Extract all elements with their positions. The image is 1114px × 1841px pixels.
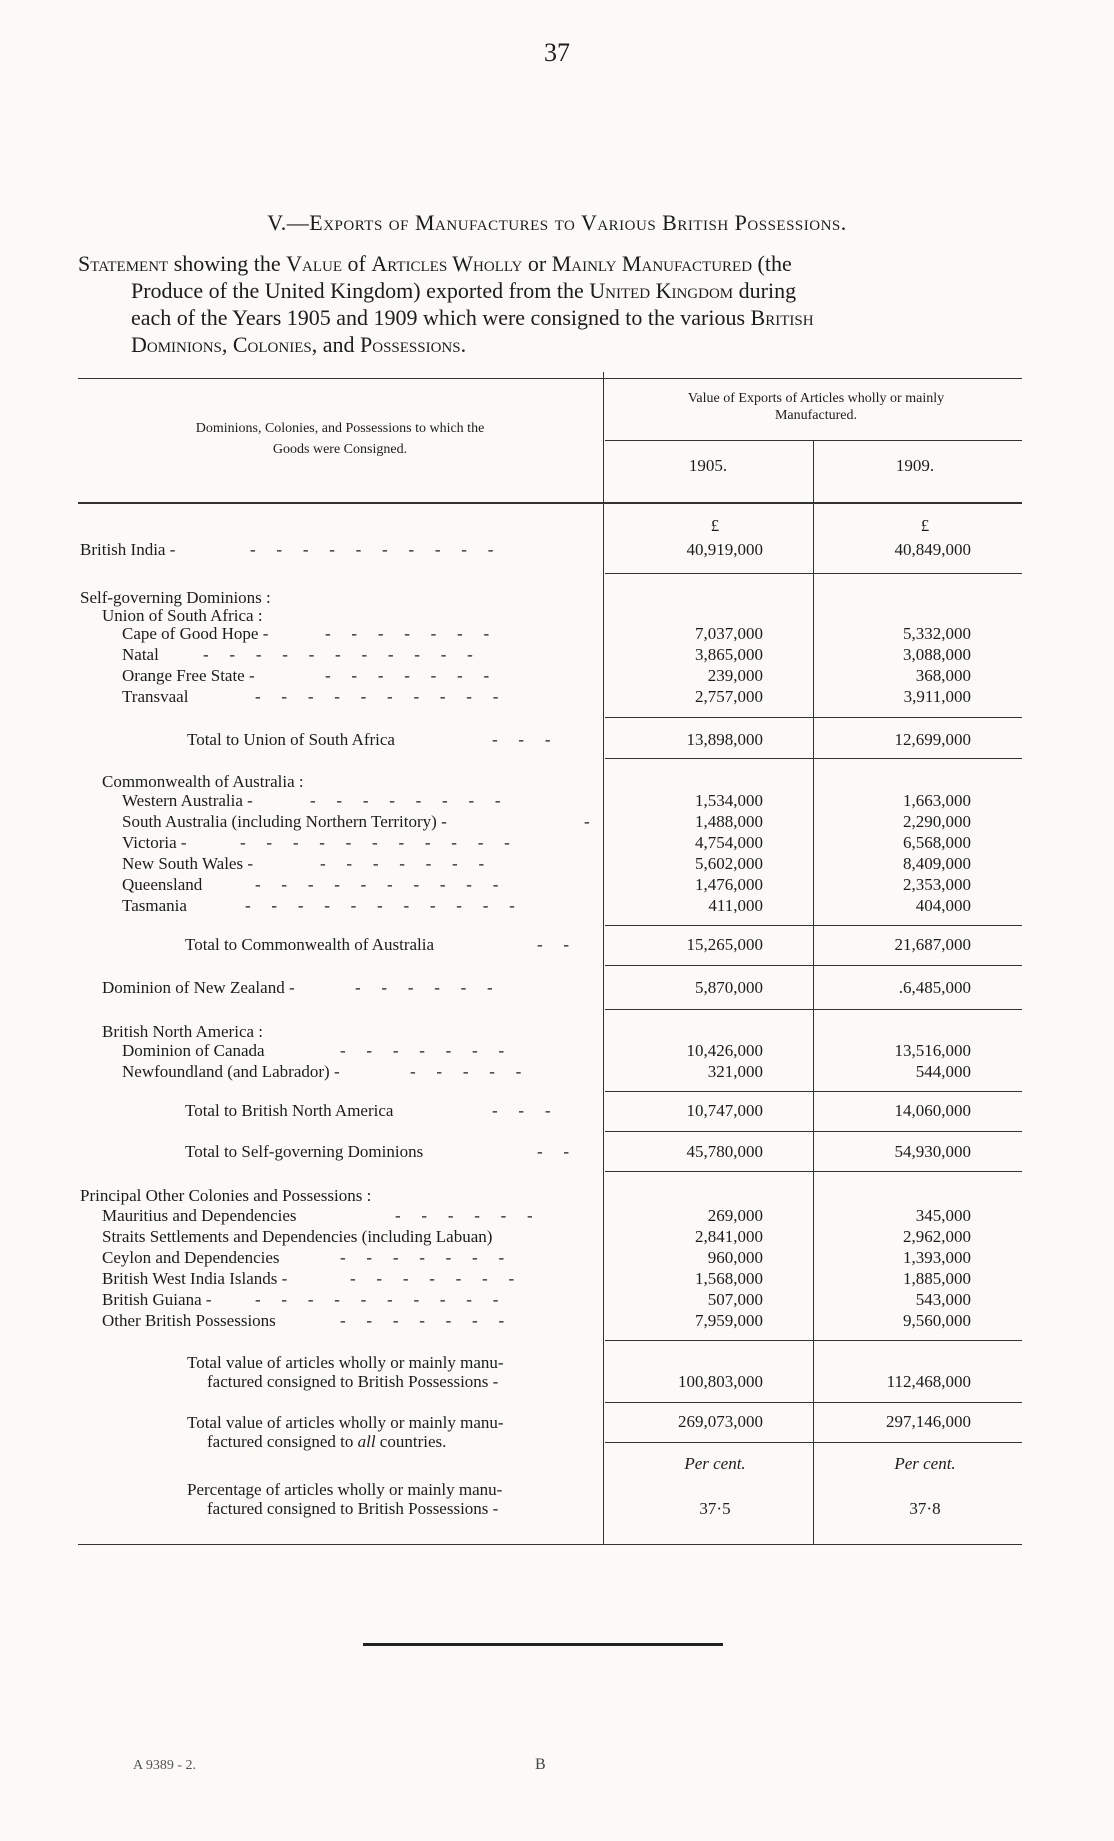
total-label: Total value of articles wholly or mainly manu- — [187, 1413, 504, 1432]
value-1909: 14,060,000 — [894, 1101, 971, 1120]
statement-text: or — [522, 251, 552, 276]
statement-text: and — [317, 332, 360, 357]
statement-text: Produce of the United Kingdom) exported from the — [131, 278, 590, 303]
statement-word: Possessions — [360, 332, 461, 357]
row-label: Dominion of Canada — [122, 1041, 265, 1060]
value-1909: 1,393,000 — [903, 1248, 971, 1267]
row-rule — [605, 1340, 1022, 1341]
value-1909: 13,516,000 — [894, 1041, 971, 1060]
leader-dots: - - - - - - - - — [310, 791, 503, 810]
value-1909: 2,290,000 — [903, 812, 971, 831]
statement-text: . — [460, 332, 467, 357]
group-label: Principal Other Colonies and Possessions : — [80, 1186, 372, 1205]
row-label: Natal — [122, 645, 159, 664]
value-1909: 404,000 — [915, 896, 971, 915]
row-rule — [605, 965, 1022, 966]
value-1905: 5,870,000 — [695, 978, 763, 997]
row-label: New South Wales - — [122, 854, 253, 873]
value-1905: 960,000 — [707, 1248, 763, 1267]
value-1909: 40,849,000 — [894, 540, 971, 559]
value-1905: 1,476,000 — [695, 875, 763, 894]
subtotal-label: Total to Union of South Africa — [187, 730, 395, 749]
value-1909: 2,353,000 — [903, 875, 971, 894]
row-label: British India - — [80, 540, 176, 559]
statement-word: Value — [286, 251, 343, 276]
leader-dots: - - - - - - - — [350, 1269, 517, 1288]
table-divider-left — [603, 372, 604, 1544]
currency-symbol: £ — [920, 516, 930, 535]
statement-word: United Kingdom — [589, 278, 734, 303]
row-label: Cape of Good Hope - — [122, 624, 269, 643]
value-1905: 37·5 — [699, 1499, 731, 1518]
value-1905: 7,037,000 — [695, 624, 763, 643]
statement-word: Statement — [78, 251, 169, 276]
column-header-destination — [120, 418, 560, 460]
year-header-1905: 1905. — [688, 456, 728, 475]
value-1905: 7,959,000 — [695, 1311, 763, 1330]
row-label: Newfoundland (and Labrador) - — [122, 1062, 340, 1081]
value-1905: 507,000 — [707, 1290, 763, 1309]
value-1909: 543,000 — [915, 1290, 971, 1309]
row-rule — [605, 1091, 1022, 1092]
group-label: British North America : — [102, 1022, 264, 1041]
subtotal-label: Total to British North America — [185, 1101, 394, 1120]
printer-reference: A 9389 - 2. — [133, 1758, 196, 1773]
value-1909: 21,687,000 — [894, 935, 971, 954]
leader-dots: - - - - - - - - - - - — [240, 833, 512, 852]
row-label: Tasmania — [122, 896, 187, 915]
row-rule — [605, 573, 1022, 574]
value-1909: 368,000 — [915, 666, 971, 685]
signature-mark: B — [535, 1756, 546, 1773]
leader-dots: - - - - - - — [355, 978, 495, 997]
value-1909: 1,663,000 — [903, 791, 971, 810]
value-1905: 1,488,000 — [695, 812, 763, 831]
label-text: countries. — [375, 1432, 447, 1451]
row-label: Other British Possessions — [102, 1311, 276, 1330]
row-label: British West India Islands - — [102, 1269, 288, 1288]
leader-dots: - - - - - - - - - - — [255, 687, 501, 706]
value-1909: 6,568,000 — [903, 833, 971, 852]
row-rule — [605, 1171, 1022, 1172]
row-rule — [605, 1009, 1022, 1010]
leader-dots: - - - — [492, 1101, 553, 1120]
table-divider-middle — [813, 440, 814, 1544]
page-number: 37 — [544, 38, 570, 67]
unit-label: Per cent. — [894, 1454, 956, 1473]
leader-dots: - - - - - — [410, 1062, 524, 1081]
group-label: Commonwealth of Australia : — [102, 772, 304, 791]
total-label — [207, 1432, 446, 1452]
row-rule — [605, 1402, 1022, 1403]
leader-dots: - - - - - - - — [340, 1248, 507, 1267]
value-1905: 15,265,000 — [686, 935, 763, 954]
value-1905: 411,000 — [708, 896, 763, 915]
year-header-1909: 1909. — [895, 456, 935, 475]
value-1905: 321,000 — [707, 1062, 763, 1081]
value-1905: 269,000 — [707, 1206, 763, 1225]
value-1909: 345,000 — [915, 1206, 971, 1225]
leader-dots: - - - - - - - — [325, 666, 492, 685]
statement-word: Dominions, Colonies, — [131, 332, 318, 357]
statement-text: during — [733, 278, 797, 303]
currency-symbol: £ — [710, 516, 720, 535]
leader-dots: - - - - - - - - - - — [255, 875, 501, 894]
header-line: Dominions, Colonies, and Possessions to which the — [195, 421, 485, 436]
row-label: Straits Settlements and Dependencies (including Labuan) — [102, 1227, 493, 1246]
header-line: Value of Exports of Articles wholly or mainly — [687, 391, 945, 406]
leader-dots: - - — [537, 1142, 572, 1161]
value-1909: 9,560,000 — [903, 1311, 971, 1330]
value-1909: 1,885,000 — [903, 1269, 971, 1288]
value-1905: 40,919,000 — [686, 540, 763, 559]
row-rule — [605, 717, 1022, 718]
value-1909: 54,930,000 — [894, 1142, 971, 1161]
row-label: Transvaal — [122, 687, 189, 706]
value-1905: 1,568,000 — [695, 1269, 763, 1288]
leader-dots: - - - - - - - - - - - — [203, 645, 475, 664]
value-1909: 3,088,000 — [903, 645, 971, 664]
value-1905: 2,841,000 — [695, 1227, 763, 1246]
header-bottom-rule — [78, 502, 1022, 504]
statement-text: of — [342, 251, 372, 276]
leader-dots: - - - - - - - - - - — [255, 1290, 501, 1309]
value-1909: 37·8 — [909, 1499, 941, 1518]
leader-dots: - - — [537, 935, 572, 954]
row-rule — [605, 1442, 1022, 1443]
leader-dots: - - - - - - - — [320, 854, 487, 873]
value-1905: 3,865,000 — [695, 645, 763, 664]
value-1909: 5,332,000 — [903, 624, 971, 643]
statement-text: each of the Years 1905 and 1909 which were consigned to the various — [131, 305, 751, 330]
total-label: Total value of articles wholly or mainly manu- — [187, 1353, 504, 1372]
value-1909: 544,000 — [915, 1062, 971, 1081]
header-line: Goods were Consigned. — [272, 442, 408, 457]
closing-rule — [363, 1643, 723, 1646]
row-label: Mauritius and Dependencies — [102, 1206, 297, 1225]
value-1905: 5,602,000 — [695, 854, 763, 873]
statement-text: (the — [752, 251, 792, 276]
label-text-italic: all — [357, 1432, 376, 1451]
group-label: Union of South Africa : — [102, 606, 263, 625]
leader-dots: - - - - - - - — [340, 1311, 507, 1330]
value-1905: 10,747,000 — [686, 1101, 763, 1120]
row-rule — [605, 925, 1022, 926]
unit-label: Per cent. — [684, 1454, 746, 1473]
row-rule — [605, 758, 1022, 759]
subtotal-label: Total to Self-governing Dominions — [185, 1142, 424, 1161]
value-1905: 4,754,000 — [695, 833, 763, 852]
row-label: Orange Free State - — [122, 666, 255, 685]
value-1909: 297,146,000 — [886, 1412, 971, 1431]
row-rule — [605, 1131, 1022, 1132]
row-label: Queensland — [122, 875, 203, 894]
percentage-label: Percentage of articles wholly or mainly manu- — [187, 1480, 503, 1499]
section-title: V.—Exports of Manufactures to Various British Possessions. — [267, 210, 847, 235]
statement-word: Mainly Manufactured — [551, 251, 753, 276]
statement-word: Articles Wholly — [371, 251, 523, 276]
leader-dots: - - - - - - — [395, 1206, 535, 1225]
total-label: factured consigned to British Possessions - — [207, 1372, 499, 1391]
value-1905: 10,426,000 — [686, 1041, 763, 1060]
group-label: Self-governing Dominions : — [80, 588, 271, 607]
header-line: Manufactured. — [774, 408, 858, 423]
value-1909: 112,468,000 — [886, 1372, 971, 1391]
leader-dots: - - - - - - - — [325, 624, 492, 643]
value-1905: 2,757,000 — [695, 687, 763, 706]
label-text: factured consigned to — [207, 1432, 358, 1451]
leader-dots: - - - - - - - — [340, 1041, 507, 1060]
row-label: British Guiana - — [102, 1290, 212, 1309]
value-1909: 2,962,000 — [903, 1227, 971, 1246]
value-1905: 269,073,000 — [678, 1412, 763, 1431]
leader-dots: - - - — [492, 730, 553, 749]
value-1905: 45,780,000 — [686, 1142, 763, 1161]
row-label: Ceylon and Dependencies — [102, 1248, 280, 1267]
leader-dots: - - - - - - - - - - - — [245, 896, 517, 915]
percentage-label: factured consigned to British Possessions - — [207, 1499, 499, 1518]
leader-dots: - - - - - - - - - - — [250, 540, 496, 559]
statement-text: showing the — [168, 251, 287, 276]
value-1905: 13,898,000 — [686, 730, 763, 749]
table-bottom-rule — [78, 1544, 1022, 1545]
row-label: Dominion of New Zealand - — [102, 978, 295, 997]
leader-dots: - — [584, 812, 592, 831]
statement-paragraph — [78, 250, 1020, 358]
table-top-rule — [78, 378, 1022, 379]
value-1905: 239,000 — [707, 666, 763, 685]
column-header-value — [610, 390, 1022, 424]
value-1909: 8,409,000 — [903, 854, 971, 873]
value-1909: .6,485,000 — [898, 978, 971, 997]
row-label: South Australia (including Northern Territory) - — [122, 812, 447, 831]
value-1909: 3,911,000 — [903, 687, 971, 706]
row-label: Victoria - — [122, 833, 187, 852]
subtotal-label: Total to Commonwealth of Australia — [185, 935, 435, 954]
value-1905: 1,534,000 — [695, 791, 763, 810]
statement-word: British — [750, 305, 814, 330]
row-label: Western Australia - — [122, 791, 253, 810]
value-1909: 12,699,000 — [894, 730, 971, 749]
value-1905: 100,803,000 — [678, 1372, 763, 1391]
